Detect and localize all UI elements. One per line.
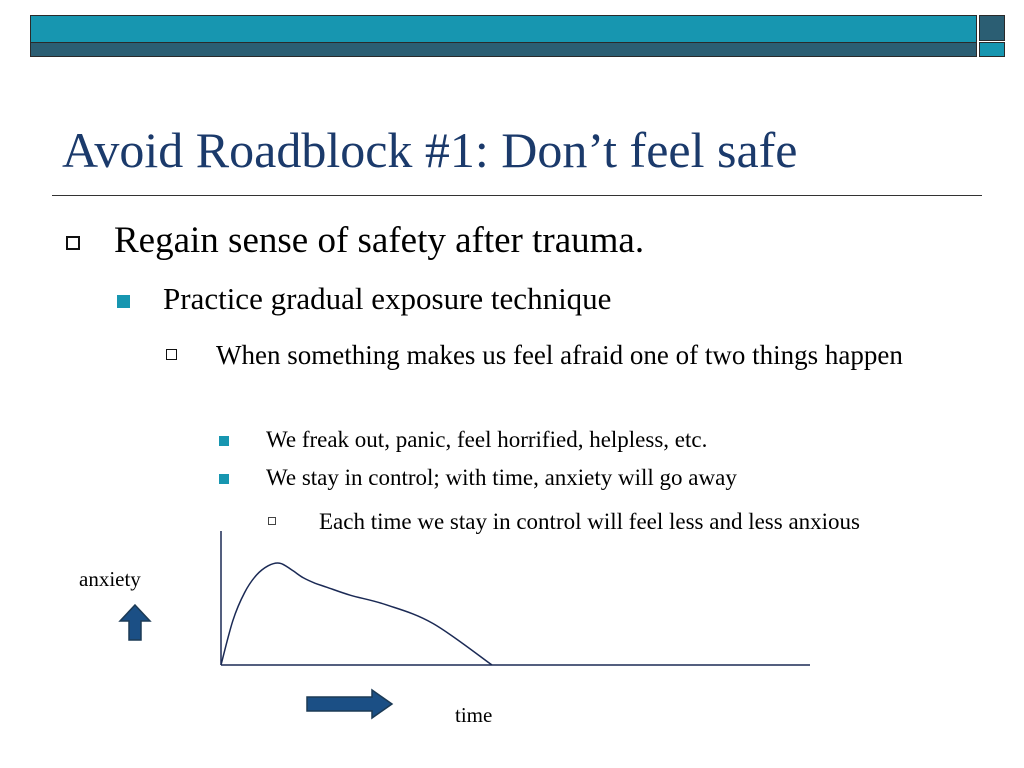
bullet-level-2: Practice gradual exposure technique — [163, 281, 612, 316]
up-arrow-icon — [120, 605, 150, 640]
bullet-level-3: When something makes us feel afraid one of two things happen — [216, 340, 903, 370]
bullet-level-5: Each time we stay in control will feel less and less anxious — [319, 509, 861, 534]
bullet-level-4-item: We freak out, panic, feel horrified, helpless, etc. — [266, 427, 708, 452]
slide-title: Avoid Roadblock #1: Don’t feel safe — [62, 122, 798, 178]
bullet-level-4-item: We stay in control; with time, anxiety will go away — [266, 465, 737, 490]
right-arrow-icon — [307, 690, 392, 718]
anxiety-curve — [221, 563, 492, 665]
bullet-level-1: Regain sense of safety after trauma. — [114, 220, 645, 261]
x-axis-label: time — [455, 703, 493, 727]
y-axis-label: anxiety — [79, 567, 141, 591]
